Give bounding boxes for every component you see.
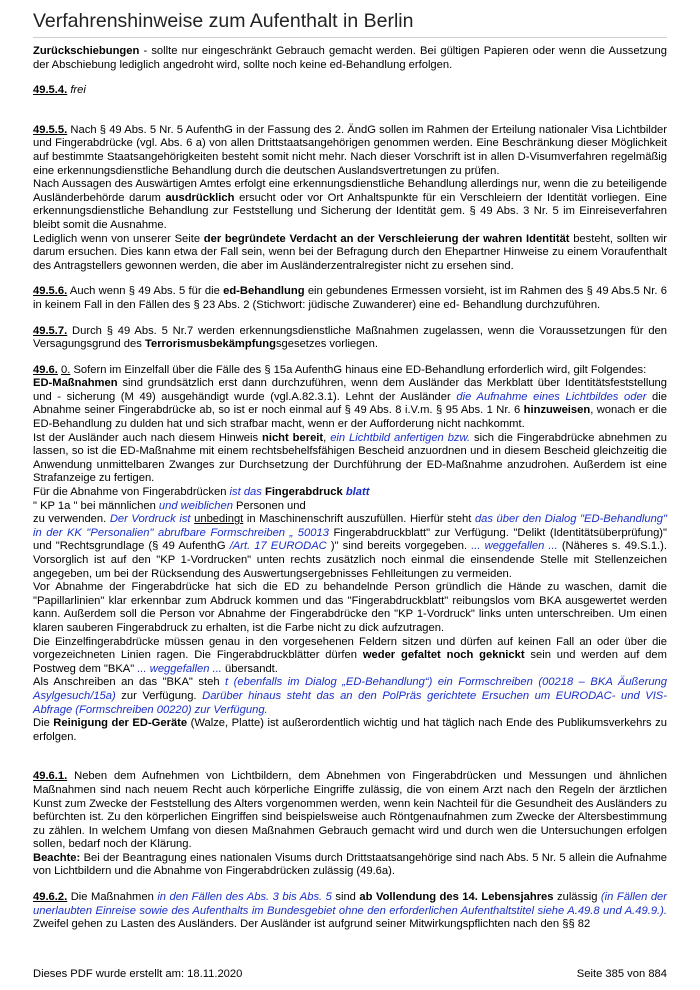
paragraph-49-6-vordruck (33, 513, 667, 581)
paragraph-49-5-4 (33, 84, 667, 98)
text-49-6-l3d: ein Lichtbild anfertigen bzw. (330, 431, 471, 444)
text-49-5-5-p2b: ausdrücklich (165, 191, 235, 204)
footer-created-date: Dieses PDF wurde erstellt am: 18.11.2020 (33, 968, 243, 980)
text-49-5-4: frei (70, 84, 86, 97)
text-49-5-7-c: sgesetzes vorliegen. (275, 338, 378, 351)
text-49-6-2-f: (in Fällen der unerlaubten Einreise sowie des Aufenthalts im Bundesgebiet ohne den erforderlichen Aufenthaltstitel siehe A.49.8 und A.49.9.). (33, 891, 667, 917)
text-49-6-l4b: ist das (229, 486, 262, 499)
section-number-49-6-1: 49.6.1. (33, 770, 68, 783)
paragraph-49-6-ed-massnahmen (33, 377, 667, 431)
text-49-5-5-p2a: Nach Aussagen des Auswärtigen Amtes erfolgt eine erkennungsdienstliche Behandlung allerdings nur, wenn die zu beteiligende Ausländerbehörde darum (33, 178, 667, 204)
text-49-6-l8e: übersandt. (221, 662, 278, 675)
text-49-6-l9b: t (ebenfalls im Dialog „ED-Behandlung“) ein Formschreiben (00218 – BKA Äußerung Asylgesuch/15a) (33, 676, 667, 702)
text-49-6-1-p1: Neben dem Aufnehmen von Lichtbildern, dem Abnehmen von Fingerabdrücken und Messungen und ähnlichen Maßnahmen sind nach neuem Recht auch körperliche Eingriffe zulässig, die von einem Arzt nach den Regeln der ärztlichen Kunst zum Zwecke der Feststellung des Alters vorgenommen werden, wenn kein Nachteil für die Gesundheit des Ausländers zu befürchten ist. Zu den körperlichen Eingriffen sind beispielsweise auch Röntgenaufnahmen zum Zwecke der Altersbestimmung zu zählen. In welchem Umfang von diesen Maßnahmen Gebrauch gemacht wird und durch wen die Untersuchungen erfolgen sollen, bedarf noch der Klärung. (33, 770, 667, 851)
text-49-6-l5a: " KP 1a " bei männlichen (33, 499, 159, 512)
text-49-6-l3e: sich die Fingerabdrücke abnehmen zu lassen, so ist die ED-Maßnahme mit einem rechtsbehelfsfähigen Bescheid anzuordnen und in diesem Bescheid gleichzeitig die Anwendung unmittelbaren Zwanges zur Durchsetzung der Durchführung der ED-Maßnahme anzudrohen. Außerdem ist eine Strafanzeige zu fertigen. (33, 431, 668, 485)
text-49-6-2-a: Die Maßnahmen (67, 891, 158, 904)
text-49-5-7-b: Terrorismusbekämpfung (144, 338, 276, 351)
footer-page-number: Seite 385 von 884 (576, 968, 667, 980)
text-49-6-l3b: nicht bereit (262, 431, 324, 444)
document-body (33, 45, 667, 932)
text-49-6-2-d: ab Vollendung des 14. Lebensjahres (359, 891, 554, 904)
text-49-5-6-b: ed-Behandlung (223, 285, 305, 298)
paragraph-49-6-1-beachte (33, 852, 667, 879)
text-49-6-l8c: sein und werden auf dem Postweg dem "BKA" (33, 649, 667, 675)
section-sub-number-49-6: 0. (61, 363, 71, 376)
text-49-6-2-e: zulässig (553, 891, 601, 904)
text-zurueckschiebungen: - sollte nur eingeschränkt Gebrauch gemacht werden. Bei gültigen Papieren oder wenn die Aussetzung der Abschiebung lediglich angedroht wird, sollte noch keine ed-Behandlung erfolgen. (33, 45, 667, 71)
section-number-49-5-5: 49.5.5. (33, 123, 68, 136)
term-zurueckschiebungen: Zurückschiebungen (33, 45, 140, 57)
text-49-6-1-p2a: Beachte: (33, 851, 81, 864)
text-49-6-l2a: ED-Maßnahmen (33, 377, 118, 390)
paragraph-49-5-6 (33, 285, 667, 312)
text-49-5-5-p1: Nach § 49 Abs. 5 Nr. 5 AufenthG in der Fassung des 2. ÄndG sollen im Rahmen der Erteilung nationaler Visa Lichtbilder und Fingerabdrücke (vgl. Abs. 6 a) von allen Drittstaatsangehörigen genommen werden. Eine Beschränkung dieser Möglichkeit auf bestimmte Staatsangehörigkeiten besteht somit nicht mehr. Nach dieser Vorschrift ist in allen D-Visumverfahren regelmäßig eine erkennungsdienstliche Behandlung durch die deutschen Auslandsvertretungen zu prüfen. (33, 123, 667, 177)
text-49-6-1-p2b: Bei der Beantragung eines nationalen Visums durch Drittstaatsangehörige sind nach Abs. 5 Nr. 5 allein die Aufnahme von Lichtbildern und die Abnahme von Fingerabdrücken zulässig (49.6a). (33, 851, 667, 878)
text-49-6-l2e: hinzuweisen (523, 404, 591, 417)
text-49-6-l4a: Für die Abnahme von Fingerabdrücken (33, 486, 230, 499)
text-49-6-l6e: in Maschinenschrift auszufüllen. Hierfür steht (243, 513, 475, 526)
paragraph-49-6-nicht-bereit (33, 432, 667, 486)
section-number-49-5-7: 49.5.7. (33, 324, 68, 337)
text-49-6-l3a: Ist der Ausländer auch nach diesem Hinweis (33, 431, 263, 444)
text-49-6-l2b: sind grundsätzlich erst dann durchzuführen, wenn dem Ausländer das Merkblatt über Identitätsfeststellung und - sicherung (M 49) ausgehändigt wurde (vgl.A.82.3.1). Lehnt der Ausländer (33, 377, 667, 403)
text-49-6-l4c: Fingerabdruck (261, 486, 346, 499)
text-49-6-l2d: die Abnahme seiner Fingerabdrücke ab, so ist er noch einmal auf § 49 Abs. 8 i.V.m. § 95 Abs. 1 Nr. 6 (33, 390, 667, 417)
paragraph-49-6-fingerabdruck (33, 486, 667, 500)
text-49-6-l3c: , (323, 431, 331, 444)
text-49-6-l2f: , wonach er die ED-Behandlung zu dulden hat und sich strafbar macht, wenn er der Aufforderung nicht nachkommt. (33, 404, 668, 431)
paragraph-49-6-intro (33, 364, 667, 378)
paragraph-49-6-2 (33, 891, 667, 932)
text-49-5-5-p3b: der begründete Verdacht an der Verschleierung der wahren Identität (203, 232, 570, 245)
text-49-6-2-g: Zweifel gehen zu Lasten des Ausländers. Der Ausländer ist aufgrund seiner Mitwirkungspflichten nach den §§ 82 (33, 918, 591, 931)
text-49-5-5-p3c: besteht, sollten wir darum ersuchen. Dies kann etwa der Fall sein, wenn bei der Befragung durch den Ehepartner Hinweise zu einem Voraufenthalt des Antragstellers gewonnen werden, die aber im Ausländerzentralregister nicht zu ersehen sind. (33, 232, 667, 272)
text-49-6-l6i: )" sind bereits vorgegeben. (326, 540, 472, 553)
text-49-6-l7: Vor Abnahme der Fingerabdrücke hat sich die ED zu behandelnde Person gründlich die Hände zu waschen, damit die "Papillarlinien" klar erkennbar zum Abdruck kommen und das "Fingerabdruckblatt" reibungslos vom BKA ausgewertet werden kann. Außerdem soll die Person vor Abnahme der Fingerabdrücke den "KP 1-Vordruck" links unten unterschreiben. Um einen klaren sauberen Fingerabdruck zu erhalten, ist die Farbe nicht zu dick aufzutragen. (33, 581, 667, 634)
paragraph-49-6-anschreiben (33, 676, 667, 717)
text-49-6-l10c: (Walze, Platte) ist außerordentlich wichtig und hat täglich nach Ende des Publikumsverkehrs zu erfolgen. (33, 717, 667, 743)
text-49-6-l6k: (Näheres s. 49.S.1.). Vorsorglich ist auf den "KP 1-Vordrucken" unten rechts zusätzlich noch einmal die einsendende Stelle mit Stellenzeichen angegeben, um bei der Rücksendung des Auswertungsergebnisses Fehlleitungen zu vermeiden. (33, 540, 667, 580)
text-49-6-l1: Sofern im Einzelfall über die Fälle des § 15a AufenthG hinaus eine ED-Behandlung erforderlich wird, gilt Folgendes: (70, 363, 647, 376)
paragraph-49-5-5-b (33, 178, 667, 232)
page-footer (33, 968, 667, 980)
text-49-6-2-b: in den Fällen des Abs. 3 bis Abs. 5 (157, 891, 332, 904)
paragraph-49-5-7 (33, 325, 667, 352)
text-49-6-l6g: Fingerabdruckblatt" zur Verfügung. "Delikt (Identitätsüberprüfung)" und "Rechtsgrundlage (§ 49 AufenthG (33, 526, 667, 553)
text-49-6-l9d: Darüber hinaus steht das an den PolPräs gerichtete Ersuchen um EURODAC- und VIS-Abfrage (Formschreiben 00220) zur Verfügung. (33, 689, 667, 716)
text-49-6-l8b: weder gefaltet noch geknickt (362, 649, 525, 662)
paragraph-49-6-reinigung (33, 717, 667, 744)
text-49-6-l5b: und weiblichen (158, 499, 233, 512)
text-49-6-l6b: Der Vordruck ist (109, 513, 191, 526)
paragraph-49-5-5-a (33, 124, 667, 178)
text-49-6-l8d: ... weggefallen ... (137, 662, 222, 675)
text-49-5-6-c: ein gebundenes Ermessen vorsieht, ist im Rahmen des § 49 Abs.5 Nr. 6 in keinem Fall in den Fällen des § 23 Abs. 2 (Stichwort: jüdische Zuwanderer) eine ed- Behandlung durchzuführen. (33, 285, 667, 311)
text-49-6-l6f: das über den Dialog "ED-Behandlung" in der KK "Personalien" abrufbare Formschreiben „ 50013 (33, 513, 667, 539)
text-49-6-l6h: /Art. 17 EURODAC (229, 540, 327, 553)
paragraph-zurueckschiebungen (33, 45, 667, 72)
text-49-6-l8a: Die Einzelfingerabdrücke müssen genau in den vorgesehenen Feldern sitzen und dürfen auf keinen Fall an oder über die vorgezeichneten Linien ragen. Die Fingerabdruckblätter dürfen (33, 635, 667, 662)
text-49-6-l9a: Als Anschreiben an das "BKA" steh (33, 676, 226, 689)
text-49-6-l6j: ... weggefallen ... (471, 540, 558, 553)
text-49-6-2-c: sind (331, 891, 360, 904)
text-49-6-l6d: unbedingt (194, 513, 244, 526)
text-49-6-l4d: blatt (345, 486, 370, 499)
text-49-6-l6a: zu verwenden. (33, 513, 110, 526)
page (33, 8, 667, 944)
text-49-6-l10b: Reinigung der ED-Geräte (53, 717, 188, 730)
text-49-5-5-p2c: ersucht oder vor Ort Anhaltspunkte für ein Verschleiern der Identität vorliegen. Eine erkennungsdienstliche Behandlung zur Feststellung und Sicherung der Identität gem. § 49 Abs. 3 Nr. 5 im Einreiseverfahren bleibt somit die Ausnahme. (33, 191, 667, 231)
text-49-6-l5c: Personen und (232, 499, 306, 512)
paragraph-49-5-5-c (33, 233, 667, 274)
section-number-49-6: 49.6. (33, 363, 58, 376)
page-title: Verfahrenshinweise zum Aufenthalt in Berlin (33, 8, 667, 38)
text-49-5-5-p3a: Lediglich wenn von unserer Seite (33, 232, 204, 245)
paragraph-49-6-kp1a (33, 500, 667, 514)
paragraph-49-6-haende (33, 581, 667, 635)
section-number-49-5-6: 49.5.6. (33, 285, 68, 298)
text-49-5-6-a: Auch wenn § 49 Abs. 5 für die (67, 285, 224, 298)
paragraph-49-6-1 (33, 770, 667, 852)
section-number-49-6-2: 49.6.2. (33, 891, 68, 904)
text-49-6-l2c: die Aufnahme eines Lichtbildes oder (456, 390, 647, 403)
section-number-49-5-4: 49.5.4. (33, 84, 68, 97)
paragraph-49-6-einzelfinger (33, 636, 667, 677)
text-49-6-l10a: Die (33, 717, 54, 730)
text-49-6-l9c: zur Verfügung. (115, 689, 203, 702)
text-49-5-7-a: Durch § 49 Abs. 5 Nr.7 werden erkennungsdienstliche Maßnahmen zugelassen, wenn die Voraussetzungen für den Versagungsgrund des (33, 324, 667, 351)
